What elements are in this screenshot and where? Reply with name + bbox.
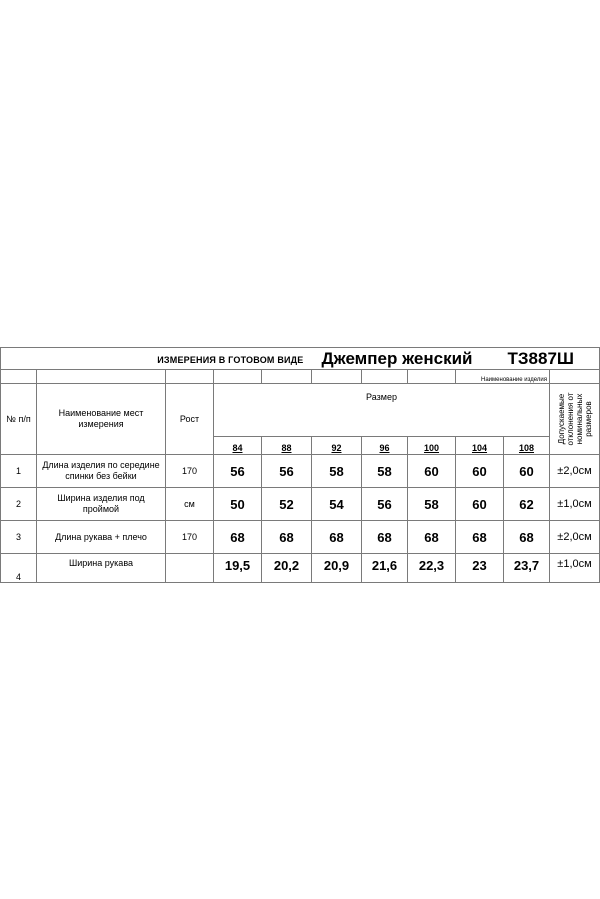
row-value: 50 — [214, 488, 262, 521]
title-row — [1, 348, 600, 370]
row-value: 68 — [214, 521, 262, 554]
row-height: 170 — [166, 455, 214, 488]
row-value: 58 — [312, 455, 362, 488]
row-value: 68 — [312, 521, 362, 554]
row-value: 60 — [504, 455, 550, 488]
row-tolerance: ±2,0см — [550, 455, 600, 488]
table-row — [1, 554, 600, 583]
column-name — [37, 384, 166, 455]
size-96: 96 — [362, 437, 408, 455]
row-number: 4 — [1, 554, 37, 583]
row-value: 58 — [408, 488, 456, 521]
row-value: 58 — [362, 455, 408, 488]
sheet-caption: ИЗМЕРЕНИЯ В ГОТОВОМ ВИДЕ — [157, 354, 304, 365]
row-name: Ширина рукава — [37, 554, 166, 583]
size-108: 108 — [504, 437, 550, 455]
item-name-note: Наименование изделия — [456, 370, 550, 384]
row-tolerance: ±2,0см — [550, 521, 600, 554]
table-row — [1, 455, 600, 488]
row-value: 56 — [362, 488, 408, 521]
column-height — [166, 384, 214, 455]
row-value: 23,7 — [504, 554, 550, 583]
row-value: 68 — [408, 521, 456, 554]
column-number — [1, 384, 37, 455]
row-value: 56 — [262, 455, 312, 488]
row-value: 68 — [456, 521, 504, 554]
row-value: 56 — [214, 455, 262, 488]
column-number-label: № п/п — [6, 413, 31, 424]
row-value: 20,2 — [262, 554, 312, 583]
row-height — [166, 554, 214, 583]
column-header-row — [1, 384, 600, 437]
tolerance-label: Допускаемые отклонения от номинальных размеров — [556, 392, 593, 446]
row-tolerance: ±1,0см — [550, 488, 600, 521]
sheet-caption-cell — [1, 348, 312, 370]
measurements-table — [0, 347, 600, 583]
row-height: см — [166, 488, 214, 521]
size-104: 104 — [456, 437, 504, 455]
row-name: Ширина изделия под проймой — [37, 488, 166, 521]
row-value: 68 — [262, 521, 312, 554]
model-code: ТЗ887Ш — [504, 348, 600, 370]
column-name-label: Наименование мест измерения — [58, 408, 144, 429]
row-value: 68 — [362, 521, 408, 554]
column-height-label: Рост — [179, 413, 200, 424]
row-value: 62 — [504, 488, 550, 521]
row-value: 60 — [456, 488, 504, 521]
row-number: 1 — [1, 455, 37, 488]
row-value: 68 — [504, 521, 550, 554]
table-row — [1, 488, 600, 521]
size-88: 88 — [262, 437, 312, 455]
garment-title: Джемпер женский — [312, 348, 504, 370]
size-group-label: Размер — [366, 392, 397, 402]
size-84: 84 — [214, 437, 262, 455]
row-value: 20,9 — [312, 554, 362, 583]
row-value: 52 — [262, 488, 312, 521]
column-size-group — [214, 384, 550, 437]
row-value: 54 — [312, 488, 362, 521]
row-height: 170 — [166, 521, 214, 554]
table-row — [1, 521, 600, 554]
row-value: 19,5 — [214, 554, 262, 583]
size-100: 100 — [408, 437, 456, 455]
row-value: 21,6 — [362, 554, 408, 583]
row-number: 2 — [1, 488, 37, 521]
measurement-sheet — [0, 347, 599, 582]
row-number: 3 — [1, 521, 37, 554]
row-value: 22,3 — [408, 554, 456, 583]
subheader-row — [1, 370, 600, 384]
row-name: Длина изделия по середине спинки без бейки — [37, 455, 166, 488]
row-name: Длина рукава + плечо — [37, 521, 166, 554]
row-tolerance: ±1,0см — [550, 554, 600, 583]
row-value: 23 — [456, 554, 504, 583]
row-value: 60 — [408, 455, 456, 488]
row-value: 60 — [456, 455, 504, 488]
size-92: 92 — [312, 437, 362, 455]
column-tolerance — [550, 384, 600, 455]
